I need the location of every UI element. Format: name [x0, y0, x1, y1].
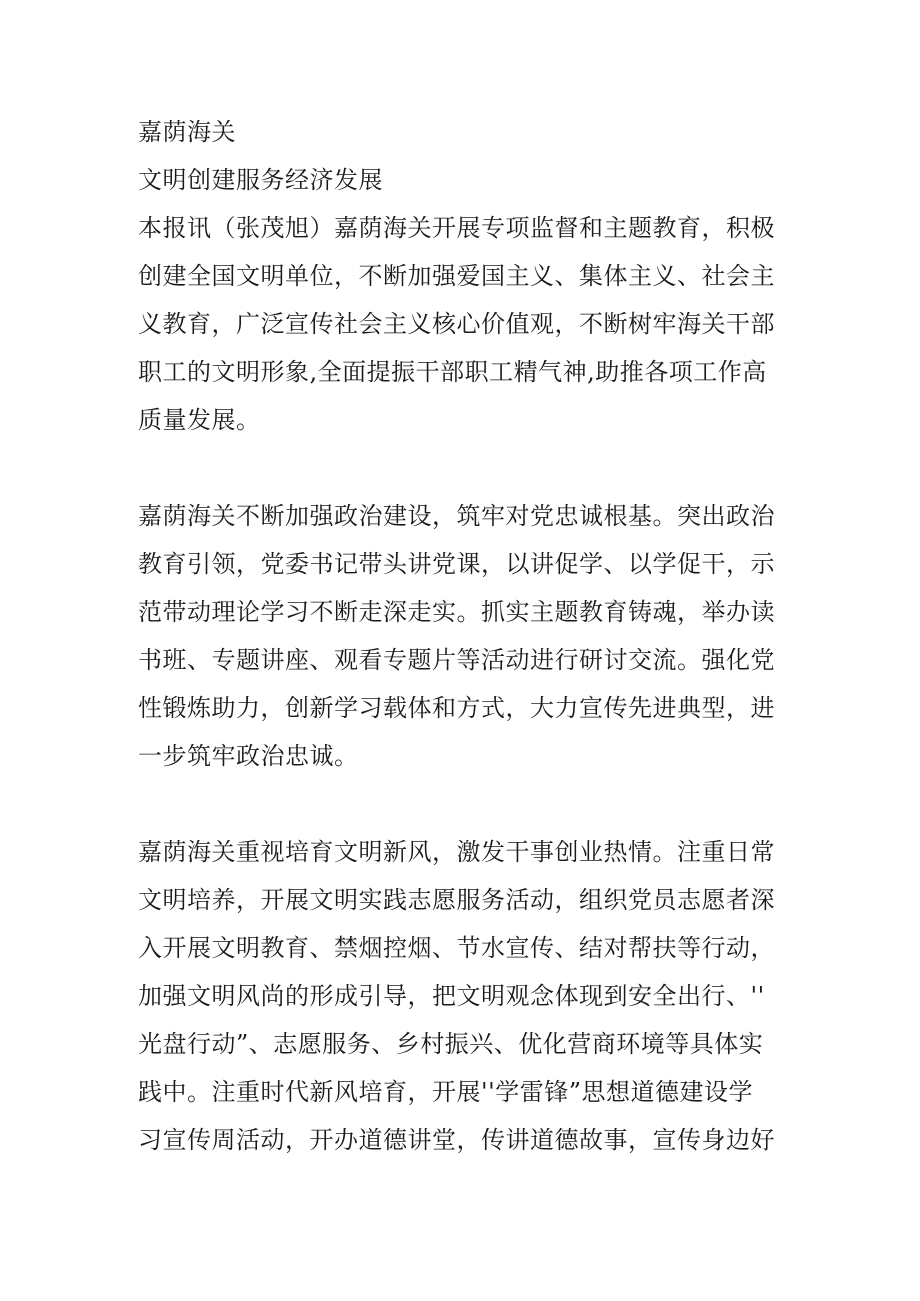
paragraph-line: 嘉荫海关不断加强政治建设，筑牢对党忠诚根基。突出政治 — [138, 502, 775, 530]
paragraph-line: 书班、专题讲座、观看专题片等活动进行研讨交流。强化党 — [138, 646, 775, 674]
paragraph-line: 光盘行动”、志愿服务、乡村振兴、优化营商环境等具体实 — [138, 1030, 764, 1058]
paragraph-2 — [138, 492, 788, 780]
paragraph-line: 范带动理论学习不断走深走实。抓实主题教育铸魂，举办读 — [138, 598, 775, 626]
paragraph-line: 习宣传周活动，开办道德讲堂，传讲道德故事，宣传身边好 — [138, 1126, 775, 1154]
org-name: 嘉荫海关 — [138, 118, 236, 146]
paragraph-spacer — [138, 780, 788, 828]
document-page — [138, 108, 788, 1164]
paragraph-3 — [138, 828, 788, 1164]
paragraph-line: 职工的文明形象,全面提振干部职工精气神,助推各项工作高 — [138, 358, 767, 386]
paragraph-line: 义教育，广泛宣传社会主义核心价值观，不断树牢海关干部 — [138, 310, 775, 338]
paragraph-line: 本报讯（张茂旭）嘉荫海关开展专项监督和主题教育，积极 — [138, 214, 775, 242]
paragraph-line: 一步筑牢政治忠诚。 — [138, 742, 359, 770]
paragraph-line: 质量发展。 — [138, 406, 261, 434]
paragraph-line: 创建全国文明单位，不断加强爱国主义、集体主义、社会主 — [138, 262, 775, 290]
paragraph-line: 文明培养，开展文明实践志愿服务活动，组织党员志愿者深 — [138, 886, 775, 914]
paragraph-1 — [138, 204, 788, 444]
paragraph-line: 加强文明风尚的形成引导，把文明观念体现到安全出行、'' — [138, 982, 765, 1010]
paragraph-line: 性锻炼助力，创新学习载体和方式，大力宣传先进典型，进 — [138, 694, 775, 722]
headline: 文明创建服务经济发展 — [138, 166, 383, 194]
paragraph-line: 践中。注重时代新风培育，开展''学雷锋”思想道德建设学 — [138, 1078, 753, 1106]
paragraph-line: 教育引领，党委书记带头讲党课，以讲促学、以学促干，示 — [138, 550, 775, 578]
paragraph-line: 嘉荫海关重视培育文明新风，激发干事创业热情。注重日常 — [138, 838, 775, 866]
paragraph-line: 入开展文明教育、禁烟控烟、节水宣传、结对帮扶等行动， — [138, 934, 775, 962]
paragraph-spacer — [138, 444, 788, 492]
